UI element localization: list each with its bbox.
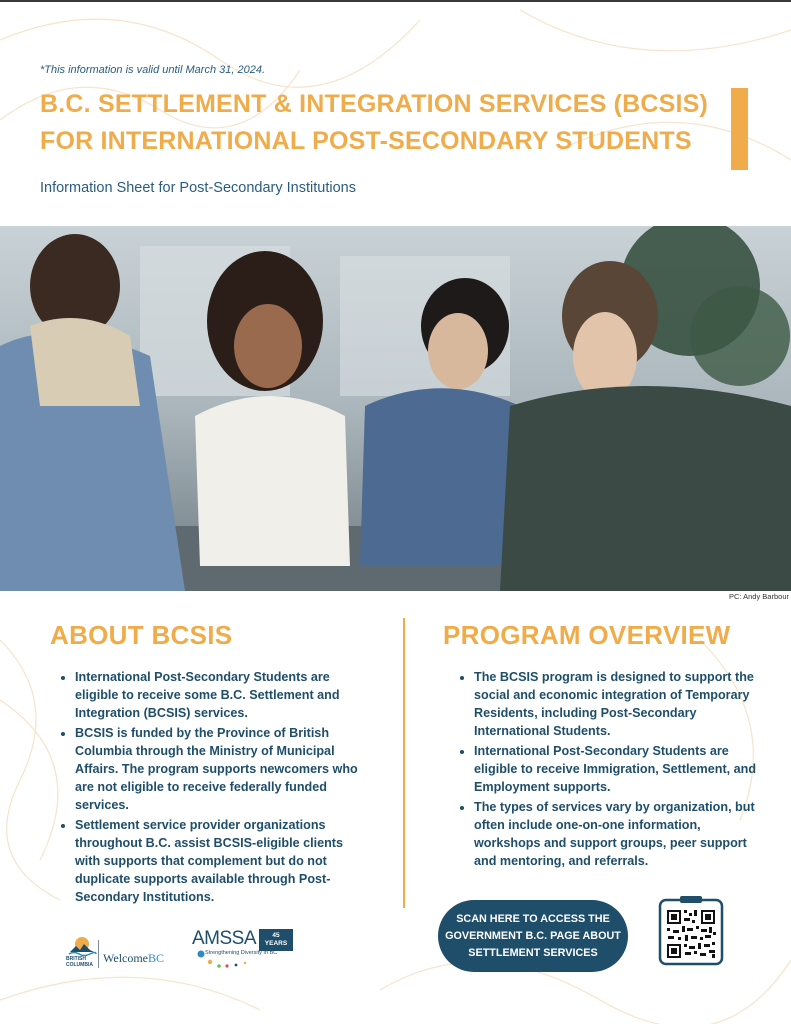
overview-list (458, 668, 770, 872)
list-item: • BCSIS is funded by the Province of British Columbia through the Ministry of Municipal Affairs. The program supports newcomers who are not eligible to receive federally funded services. (75, 724, 370, 814)
bc-line-1: BRITISH (66, 956, 86, 962)
students-photo (0, 226, 791, 591)
cta-line-2: GOVERNMENT B.C. PAGE ABOUT (445, 929, 621, 942)
bc-wordmark (66, 956, 93, 968)
scan-qr-cta-button[interactable] (438, 900, 628, 972)
list-item: • Settlement service provider organizations throughout B.C. assist BCSIS-eligible clients with supports that complement but do not duplicate supports available through Post-Secondary Institutions. (75, 816, 370, 906)
amssa-years-number: 45 (272, 932, 280, 939)
cta-line-1: SCAN HERE TO ACCESS THE (456, 912, 610, 925)
list-item: • The BCSIS program is designed to support the social and economic integration of Temporary Residents, including Post-Secondary International Students. (474, 668, 770, 740)
about-heading: ABOUT BCSIS (50, 620, 233, 650)
title-line-1: B.C. SETTLEMENT & INTEGRATION SERVICES (BCSIS) (40, 90, 709, 118)
overview-heading: PROGRAM OVERVIEW (443, 620, 731, 650)
amssa-tagline: Strengthening Diversity In BC (205, 950, 278, 956)
top-rule (0, 0, 791, 2)
about-list (59, 668, 370, 908)
amssa-years-word: YEARS (264, 940, 288, 947)
cta-line-3: SETTLEMENT SERVICES (468, 946, 598, 959)
document-subtitle: Information Sheet for Post-Secondary Institutions (40, 180, 356, 196)
welcome-text: Welcome (103, 951, 149, 965)
column-divider (403, 618, 405, 908)
document-title (40, 86, 720, 160)
list-item: • International Post-Secondary Students are eligible to receive some B.C. Settlement and Integration (BCSIS) services. (75, 668, 370, 722)
qr-code[interactable] (658, 896, 724, 966)
welcome-bc-text: BC (148, 951, 165, 965)
title-accent-bar (731, 88, 748, 170)
amssa-dots-icon (196, 948, 276, 972)
welcomebc-logo (103, 951, 164, 966)
qr-code-icon (658, 896, 724, 966)
list-item: • International Post-Secondary Students are eligible to receive Immigration, Settlement, and Employment supports. (474, 742, 770, 796)
photo-credit: PC: Andy Barbour (728, 592, 789, 601)
title-line-2: FOR INTERNATIONAL POST-SECONDARY STUDENTS (40, 127, 692, 155)
list-item: • The types of services vary by organization, but often include one-on-one information, workshops and support groups, peer support and mentoring, and referrals. (474, 798, 770, 870)
validity-note: *This information is valid until March 31, 2024. (40, 64, 265, 76)
bc-line-2: COLUMBIA (66, 962, 93, 968)
logo-separator (98, 940, 99, 968)
amssa-logo: AMSSA (192, 928, 257, 949)
